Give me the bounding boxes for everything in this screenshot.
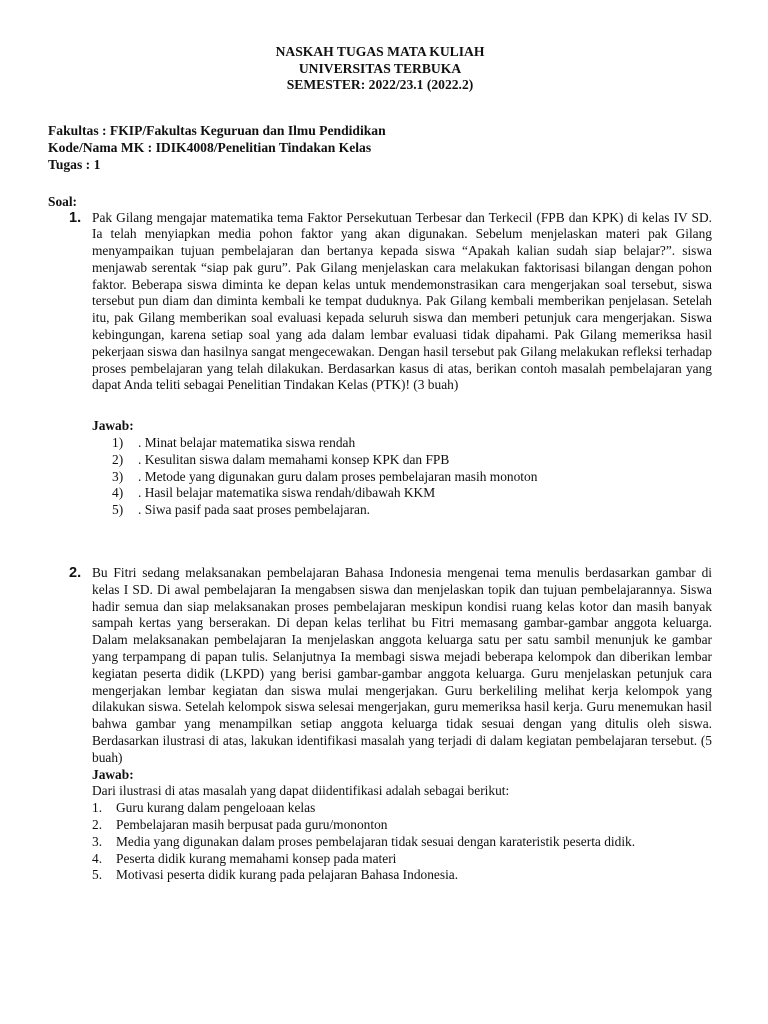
- list-item: [92, 800, 712, 817]
- list-item-number: 1.: [92, 800, 103, 816]
- faculty-line: Fakultas : FKIP/Fakultas Keguruan dan Ilmu Pendidikan: [48, 122, 386, 138]
- question-number: 2.: [69, 565, 82, 582]
- list-item: [92, 867, 712, 884]
- list-item-number: 4): [112, 485, 124, 501]
- list-item-number: 1): [112, 435, 124, 451]
- list-item-number: 3): [112, 468, 124, 484]
- list-item-text: Motivasi peserta didik kurang pada pelajaran Bahasa Indonesia.: [116, 867, 459, 883]
- list-item-text: . Siwa pasif pada saat proses pembelajaran.: [138, 502, 371, 518]
- list-item-number: 5.: [92, 867, 103, 883]
- list-item-text: Peserta didik kurang memahami konsep pada materi: [116, 850, 397, 866]
- list-item-text: Media yang digunakan dalam proses pembelajaran tidak sesuai dengan karateristik peserta didik.: [116, 833, 636, 849]
- questions-label: Soal:: [48, 193, 78, 209]
- list-item: [92, 834, 712, 851]
- list-item-text: Guru kurang dalam pengeloaan kelas: [116, 800, 316, 816]
- list-item-number: 4.: [92, 850, 103, 866]
- list-item-text: . Kesulitan siswa dalam memahami konsep KPK dan FPB: [138, 451, 450, 467]
- list-item-number: 2.: [92, 817, 103, 832]
- list-item-text: Pembelajaran masih berpusat pada guru/mononton: [116, 817, 388, 832]
- answer-label: Jawab:: [92, 418, 134, 434]
- question-text: Bu Fitri sedang melaksanakan pembelajaran Bahasa Indonesia mengenai tema menulis berdasarkan gambar di kelas I SD. Di awal pembelajaran Ia mengabsen siswa dan menjelaskan topik dan tujuan pembelajarannya. Siswa hadir semua dan siap melaksanakan proses pembelajaran meskipun kondisi ruang kelas kotor dan masih banyak sampah kertas yang berserakan. Di depan kelas terlihat bu Fitri memasang gambar-gambar anggota keluarga. Dalam melaksanakan pembelajaran Ia menjelaskan anggota keluarga satu per satu sambil menunjuk ke gambar yang terpampang di papan tulis. Selanjutnya Ia membagi siswa mejadi beberapa kelompok dan diberikan lembar kegiatan peserta didik (LKPD) yang berisi gambar-gambar anggota keluarga. Guru menjelaskan petunjuk cara mengerjakan lembar kegiatan dan siswa mulai mengerjakan. Guru berkeliling melihat kerja kelompok yang dilakukan siswa. Setelah kelompok siswa selesai mengerjakan, guru memeriksa hasil kerja. Guru menemukan hasil bahwa gambar yang menampilkan setiap anggota keluarga tidak sesuai dengan yang ditulis oleh siswa. Berdasarkan ilustrasi di atas, lakukan identifikasi masalah yang terjadi di dalam kegiatan pembelajaran tersebut. (5 buah): [92, 565, 712, 765]
- course-code-line: Kode/Nama MK : IDIK4008/Penelitian Tindakan Kelas: [48, 139, 372, 155]
- list-item: [92, 817, 712, 834]
- question-number: 1.: [69, 209, 82, 226]
- question-body: [92, 210, 712, 520]
- list-item-number: 2): [112, 451, 124, 467]
- answer-list: [92, 800, 712, 884]
- list-item: [92, 502, 712, 519]
- answer-label: Jawab:: [92, 766, 134, 782]
- header-semester: SEMESTER: 2022/23.1 (2022.2): [286, 77, 474, 92]
- question-body: [92, 565, 712, 884]
- question-text: Pak Gilang mengajar matematika tema Faktor Persekutuan Terbesar dan Terkecil (FPB dan KPK) di kelas IV SD. Ia telah menyiapkan media pohon faktor yang akan digunakan. Sebelum menjelaskan materi pak Gilang menyampaikan tujuan pembelajaran dan bertanya kepada siswa “Apakah kalian sudah siap belajar?”. siswa menjawab serentak “siap pak guru”. Pak Gilang menjelaskan cara melakukan faktorisasi bilangan dengan pohon faktor. Beberapa siswa diminta ke depan kelas untuk mendemonstrasikan cara mengerjakan soal tersebut, siswa tersebut pun diam dan diminta kembali ke tempat duduknya. Pak Gilang kembali memberikan penjelasan. Setelah itu, pak Gilang memberikan soal evaluasi kepada seluruh siswa dan memberi petunjuk cara mengerjakan. Siswa kebingungan, karena setiap soal yang ada dalam lembar evaluasi tidak dipahami. Pak Gilang memeriksa hasil pekerjaan siswa dan hasilnya sangat mengecewakan. Dengan hasil tersebut pak Gilang melakukan refleksi terhadap proses pembelajaran yang telah dilakukan. Berdasarkan kasus di atas, berikan contoh masalah pembelajaran yang dapat Anda teliti sebagai Penelitian Tindakan Kelas (PTK)! (3 buah): [92, 209, 712, 393]
- list-item: [92, 485, 712, 502]
- list-item-number: 5): [112, 502, 124, 518]
- assignment-line: Tugas : 1: [48, 156, 101, 172]
- question-2: [48, 565, 712, 884]
- list-item: [92, 452, 712, 469]
- question-1: [48, 210, 712, 520]
- list-item-text: . Minat belajar matematika siswa rendah: [138, 435, 356, 451]
- list-item: [92, 469, 712, 486]
- list-item-text: . Metode yang digunakan guru dalam proses pembelajaran masih monoton: [138, 468, 538, 484]
- list-item-text: . Hasil belajar matematika siswa rendah/dibawah KKM: [138, 485, 436, 501]
- list-item: [92, 435, 712, 452]
- course-info: [48, 122, 712, 173]
- list-item-number: 3.: [92, 833, 103, 849]
- answer-list: [92, 435, 712, 519]
- header-university: UNIVERSITAS TERBUKA: [298, 60, 462, 76]
- answer-intro: Dari ilustrasi di atas masalah yang dapat diidentifikasi adalah sebagai berikut:: [92, 783, 510, 799]
- header-title: NASKAH TUGAS MATA KULIAH: [275, 44, 485, 59]
- list-item: [92, 851, 712, 868]
- document-header: [48, 44, 712, 94]
